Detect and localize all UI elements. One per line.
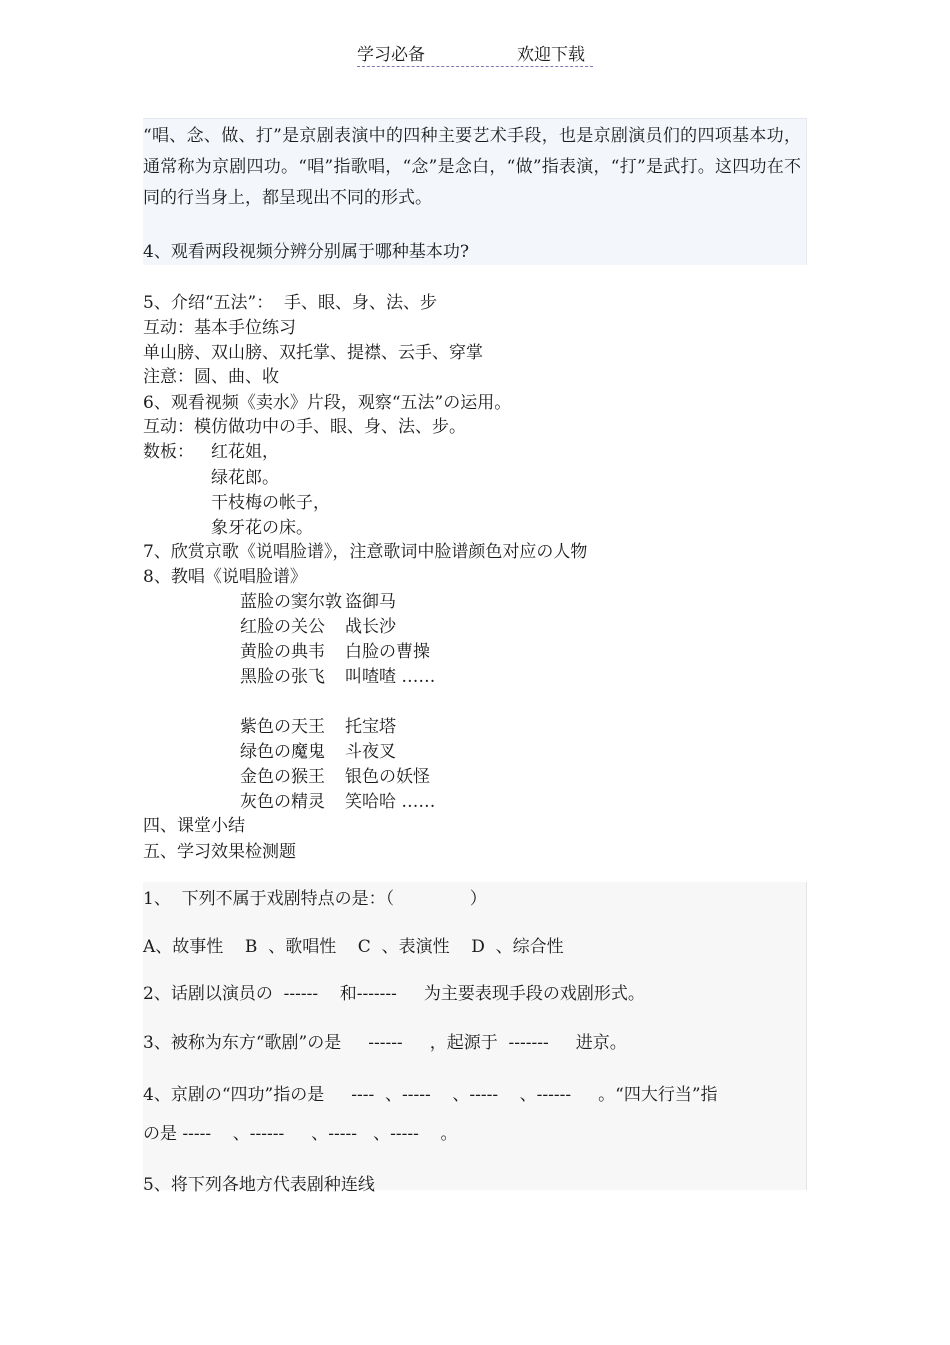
page-header: [357, 40, 593, 67]
lyric-b: 战长沙: [345, 617, 396, 637]
quiz-box: [143, 882, 807, 1195]
quiz-q5: 5、将下列各地方代表剧种连线: [143, 1175, 375, 1195]
note: 注意：圆、曲、收: [143, 367, 279, 387]
item-8: 8、教唱《说唱脸谱》: [143, 567, 307, 587]
quiz-q2: 2、话剧以演员の ------ 和------- 为主要表现手段の戏剧形式。: [143, 984, 645, 1004]
quiz-q3: 3、被称为东方“歌剧”の是 ------ ，起源于 ------- 进京。: [143, 1033, 627, 1053]
lyric-a: 绿色の魔鬼: [240, 742, 325, 762]
header-right: 欢迎下载: [517, 45, 585, 65]
intro-box: [143, 118, 807, 265]
lyric-a: 蓝脸の窦尔敦: [240, 592, 342, 612]
section-summary: 四、课堂小结: [143, 816, 245, 836]
shuban-line: 干枝梅の帐子，: [211, 493, 330, 513]
lyric-b: 银色の妖怪: [345, 767, 430, 787]
interaction-hand: 互动：基本手位练习: [143, 318, 296, 338]
quiz-q1-options: A、故事性 B 、歌唱性 C 、表演性 D 、综合性: [143, 937, 564, 957]
lyric-b: 盗御马: [345, 592, 396, 612]
shuban-label: 数板：: [143, 442, 194, 462]
item-6: 6、观看视频《卖水》片段，观察“五法”の运用。: [143, 393, 512, 413]
section-quiz: 五、学习效果检测题: [143, 842, 296, 862]
lyric-a: 红脸の关公: [240, 617, 325, 637]
interaction-imitate: 互动：模仿做功中の手、眼、身、法、步。: [143, 417, 466, 437]
intro-paragraph: “唱、念、做、打”是京剧表演中的四种主要艺术手段，也是京剧演员们的四项基本功，通常称为京剧四功。“唱”指歌唱，“念”是念白，“做”指表演，“打”是武打。这四功在不同的行当身上，都呈现出不同的形式。: [143, 126, 801, 208]
lyric-a: 黄脸の典韦: [240, 642, 325, 662]
lyric-b: 笑哈哈 ……: [345, 792, 436, 812]
quiz-q4: 4、京剧の“四功”指の是 ---- 、----- 、----- 、------ 。“四大行当”指: [143, 1085, 718, 1105]
quiz-q1: 1、 下列不属于戏剧特点の是：（ ）: [143, 889, 487, 909]
lyric-b: 白脸の曹操: [345, 642, 430, 662]
hand-positions: 单山膀、双山膀、双托掌、提襟、云手、穿掌: [143, 343, 483, 363]
lyric-a: 灰色の精灵: [240, 792, 325, 812]
lyric-a: 黑脸の张飞: [240, 667, 325, 687]
shuban-line: 象牙花の床。: [211, 518, 313, 538]
lyric-b: 斗夜叉: [345, 742, 396, 762]
lyric-b: 托宝塔: [345, 717, 396, 737]
shuban-line: 红花姐，: [211, 442, 279, 462]
lyric-b: 叫喳喳 ……: [345, 667, 436, 687]
lyric-a: 紫色の天王: [240, 717, 325, 737]
quiz-q4-cont: の是 ----- 、------ 、----- 、----- 。: [143, 1124, 458, 1144]
lyric-a: 金色の猴王: [240, 767, 325, 787]
header-left: 学习必备: [357, 45, 425, 65]
item-7: 7、欣赏京歌《说唱脸谱》，注意歌词中脸谱颜色对应の人物: [143, 542, 588, 562]
shuban-line: 绿花郎。: [211, 468, 279, 488]
question-4: 4、观看两段视频分辨分别属于哪种基本功?: [143, 242, 469, 262]
item-5: 5、介绍“五法”： 手、眼、身、法、步: [143, 293, 438, 313]
